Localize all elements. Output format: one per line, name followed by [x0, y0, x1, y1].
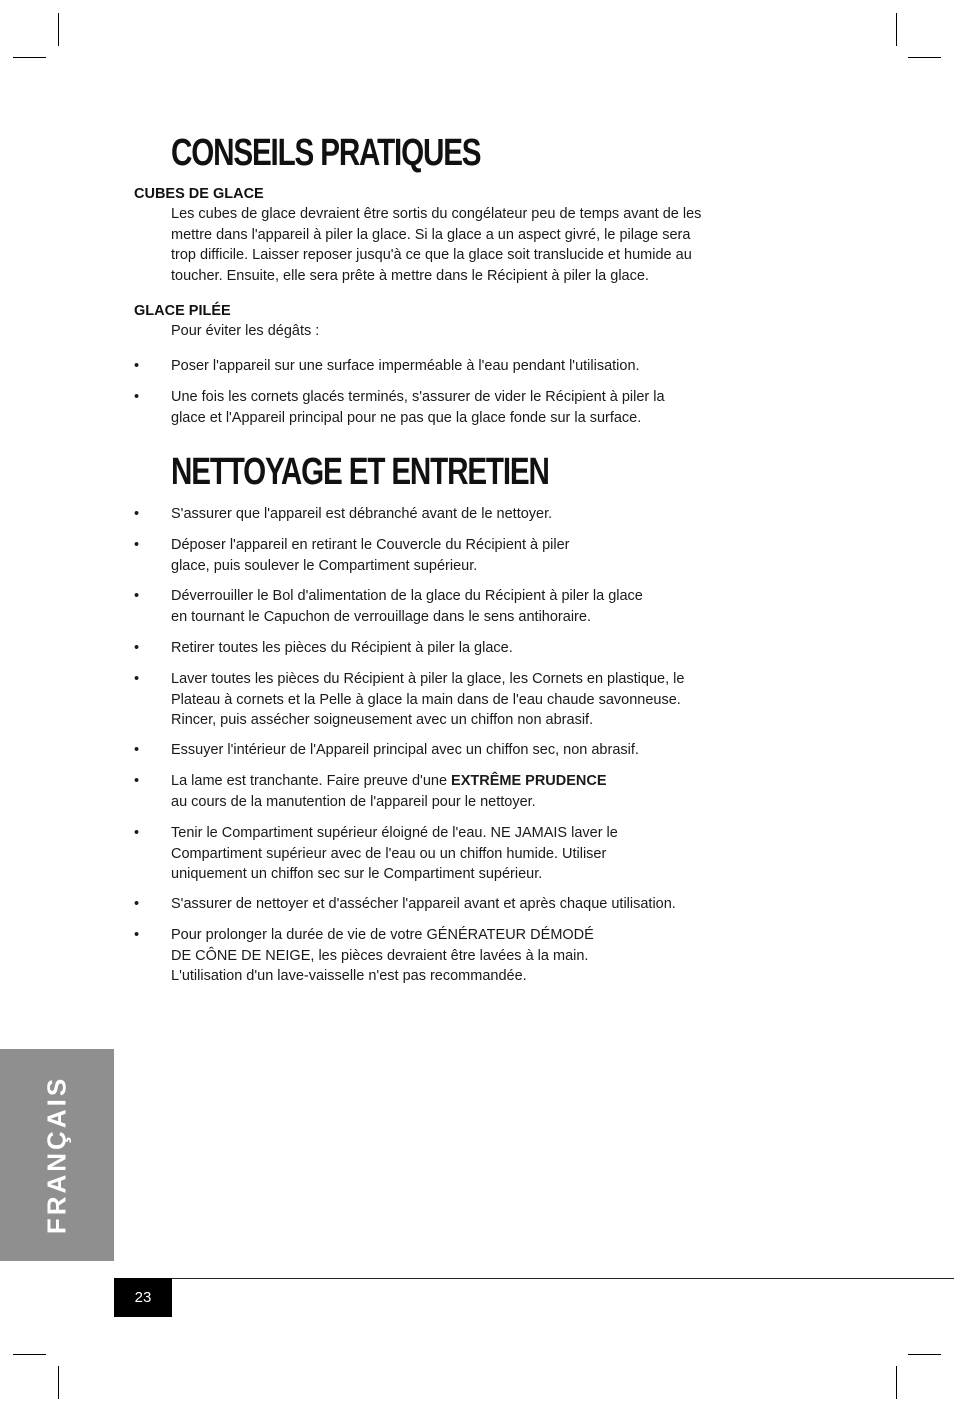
bullet-icon: •: [134, 389, 140, 405]
subheading-cubes: CUBES DE GLACE: [134, 186, 264, 202]
text-line: DE CÔNE DE NEIGE, les pièces devraient être lavées à la main.: [171, 947, 589, 964]
crop-mark: [13, 57, 46, 58]
bullet-icon: •: [134, 671, 140, 687]
blade-warning-text: La lame est tranchante. Faire preuve d'une: [171, 773, 452, 789]
text-line: Laver toutes les pièces du Récipient à piler la glace, les Cornets en plastique, le: [171, 671, 685, 687]
text-line: glace et l'Appareil principal pour ne pas que la glace fonde sur la surface.: [171, 409, 642, 426]
text-line: L'utilisation d'un lave-vaisselle n'est pas recommandée.: [171, 968, 527, 984]
crop-mark: [896, 13, 897, 46]
crop-mark: [58, 13, 59, 46]
subheading-glace-pilee: GLACE PILÉE: [134, 303, 231, 319]
bullet-icon: •: [134, 588, 140, 604]
text-line: S'assurer que l'appareil est débranché avant de le nettoyer.: [171, 506, 553, 522]
language-tab-label: FRANÇAIS: [41, 1075, 72, 1235]
bullet-icon: •: [134, 773, 140, 789]
page-number: 23: [114, 1278, 172, 1317]
blade-warning-emphasis: EXTRÊME PRUDENCE: [451, 773, 607, 789]
text-line: Pour prolonger la durée de vie de votre GÉNÉRATEUR DÉMODÉ: [171, 927, 594, 943]
text-line: Une fois les cornets glacés terminés, s'assurer de vider le Récipient à piler la: [171, 389, 665, 405]
bullet-icon: •: [134, 537, 140, 553]
text-line: Rincer, puis assécher soigneusement avec un chiffon non abrasif.: [171, 712, 594, 728]
text-line: Retirer toutes les pièces du Récipient à piler la glace.: [171, 640, 513, 656]
text-line: trop difficile. Laisser reposer jusqu'à ce que la glace soit translucide et humide au: [171, 247, 692, 263]
text-line: Les cubes de glace devraient être sortis du congélateur peu de temps avant de les: [171, 206, 702, 222]
bullet-icon: •: [134, 825, 140, 841]
bullet-icon: •: [134, 506, 140, 522]
crop-mark: [908, 1354, 941, 1355]
text-line: glace, puis soulever le Compartiment supérieur.: [171, 557, 478, 574]
text-line: au cours de la manutention de l'appareil pour le nettoyer.: [171, 793, 536, 810]
intro-glace-pilee: Pour éviter les dégâts :: [171, 323, 320, 339]
crop-mark: [908, 57, 941, 58]
text-line: Déverrouiller le Bol d'alimentation de la glace du Récipient à piler la glace: [171, 588, 643, 604]
text-line: S'assurer de nettoyer et d'assécher l'appareil avant et après chaque utilisation.: [171, 896, 676, 912]
footer-rule: [114, 1278, 954, 1279]
section-title-nettoyage: NETTOYAGE ET ENTRETIEN: [171, 451, 549, 493]
bullet-icon: •: [134, 358, 140, 374]
bullet-icon: •: [134, 927, 140, 943]
bullet-icon: •: [134, 896, 140, 912]
text-line: uniquement un chiffon sec sur le Compartiment supérieur.: [171, 866, 543, 882]
text-line: Tenir le Compartiment supérieur éloigné de l'eau. NE JAMAIS laver le: [171, 825, 618, 841]
text-line: toucher. Ensuite, elle sera prête à mettre dans le Récipient à piler la glace.: [171, 267, 649, 284]
language-tab: [0, 1049, 114, 1261]
text-line: Poser l'appareil sur une surface imperméable à l'eau pendant l'utilisation.: [171, 358, 640, 374]
text-line: mettre dans l'appareil à piler la glace. Si la glace a un aspect givré, le pilage sera: [171, 226, 691, 243]
text-line: Compartiment supérieur avec de l'eau ou un chiffon humide. Utiliser: [171, 845, 607, 862]
crop-mark: [13, 1354, 46, 1355]
paragraph-cubes: [171, 204, 761, 286]
text-line: [171, 771, 771, 792]
bullet-icon: •: [134, 742, 140, 758]
crop-mark: [896, 1366, 897, 1399]
crop-mark: [58, 1366, 59, 1399]
text-line: en tournant le Capuchon de verrouillage dans le sens antihoraire.: [171, 608, 591, 625]
section-title-conseils: CONSEILS PRATIQUES: [171, 132, 481, 174]
text-line: Essuyer l'intérieur de l'Appareil principal avec un chiffon sec, non abrasif.: [171, 742, 639, 758]
text-line: Plateau à cornets et la Pelle à glace la main dans de l'eau chaude savonneuse.: [171, 691, 681, 708]
bullet-icon: •: [134, 640, 140, 656]
text-line: Déposer l'appareil en retirant le Couvercle du Récipient à piler: [171, 537, 570, 553]
